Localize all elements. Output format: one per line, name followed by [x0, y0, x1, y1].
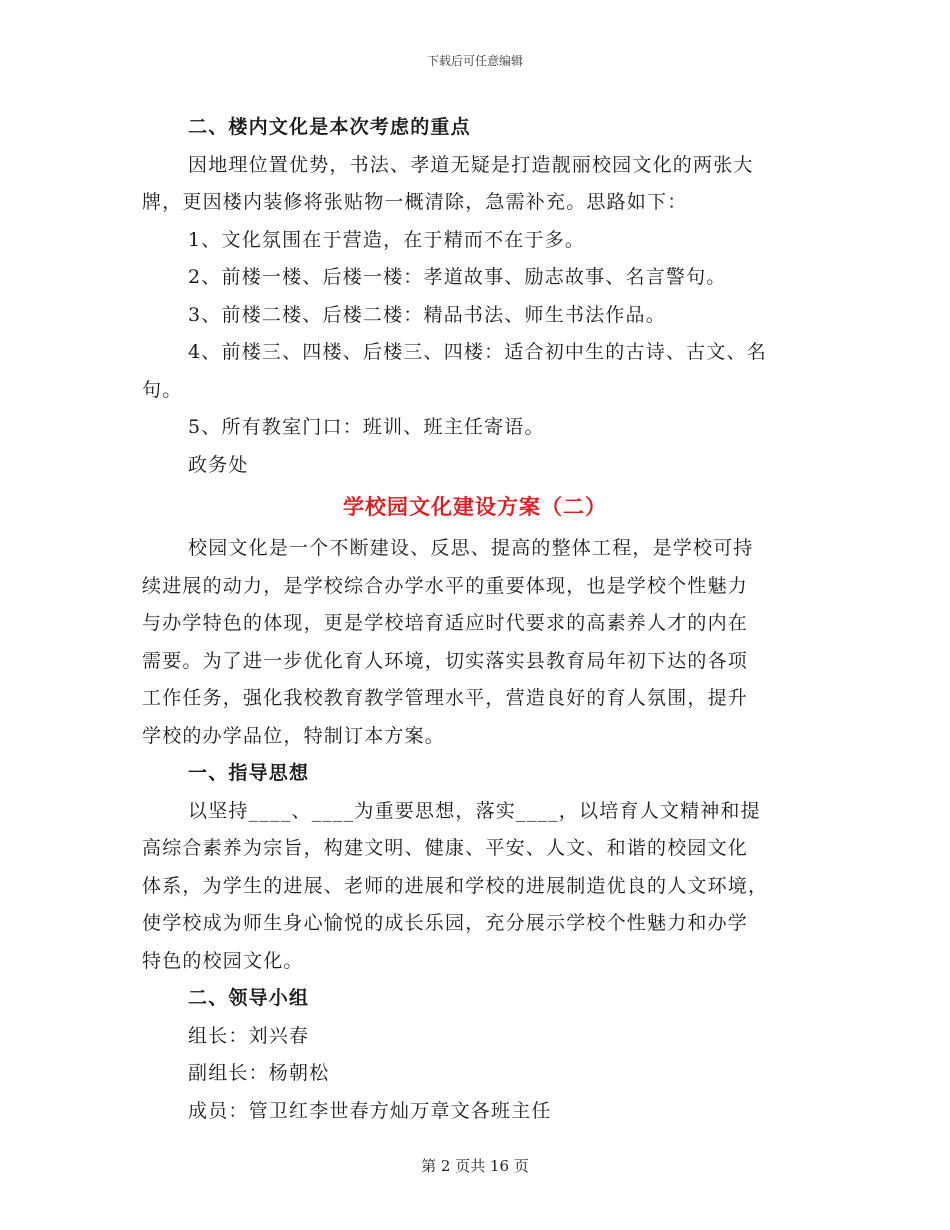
- paragraph-line: 牌，更因楼内装修将张贴物一概清除，急需补充。思路如下：: [142, 191, 688, 213]
- list-item: 3、前楼二楼、后楼二楼：精品书法、师生书法作品。: [188, 303, 666, 326]
- paragraph-line: 因地理位置优势，书法、孝道无疑是打造靓丽校园文化的两张大: [188, 153, 754, 176]
- list-item: 1、文化氛围在于营造，在于精而不在于多。: [188, 228, 586, 251]
- paragraph-line: 需要。为了进一步优化育人环境，切实落实县教育局年初下达的各项: [142, 649, 749, 672]
- paragraph-line: 使学校成为师生身心愉悦的成长乐园，充分展示学校个性魅力和办学: [142, 912, 749, 934]
- paragraph-line: 高综合素养为宗旨，构建文明、健康、平安、人文、和谐的校园文化: [142, 837, 749, 859]
- signature: 政务处: [188, 453, 249, 476]
- list-item: 5、所有教室门口：班训、班主任寄语。: [188, 416, 545, 438]
- deputy-leader-line: 副组长：杨朝松: [188, 1062, 330, 1084]
- paragraph-line: 工作任务，强化我校教育教学管理水平，营造良好的育人氛围，提升: [142, 687, 749, 709]
- paragraph-line: 学校的办学品位，特制订本方案。: [142, 724, 446, 747]
- page-footer: 第 2 页共 16 页: [421, 1157, 529, 1175]
- list-item: 4、前楼三、四楼、后楼三、四楼：适合初中生的古诗、古文、名: [188, 341, 767, 363]
- paragraph-line: 以坚持____、____为重要思想，落实____，以培育人文精神和提: [188, 799, 761, 822]
- members-line: 成员：管卫红李世春方灿万章文各班主任: [188, 1099, 552, 1122]
- paragraph-line: 续进展的动力，是学校综合办学水平的重要体现，也是学校个性魅力: [142, 574, 749, 597]
- document-title: 学校园文化建设方案（二）: [343, 495, 607, 519]
- paragraph-line: 特色的校园文化。: [142, 949, 304, 972]
- leader-line: 组长：刘兴春: [188, 1024, 310, 1047]
- paragraph-line: 体系，为学生的进展、老师的进展和学校的进展制造优良的人文环境，: [142, 874, 769, 897]
- section-heading: 一、指导思想: [188, 762, 310, 784]
- paragraph-line: 与办学特色的体现，更是学校培育适应时代要求的高素养人才的内在: [142, 612, 749, 634]
- section-heading: 二、楼内文化是本次考虑的重点: [188, 116, 471, 138]
- list-item-continuation: 句。: [142, 378, 183, 401]
- paragraph-line: 校园文化是一个不断建设、反思、提高的整体工程，是学校可持: [188, 537, 754, 559]
- document-body: [142, 109, 808, 1130]
- header-note: 下载后可任意编辑: [426, 54, 523, 68]
- list-item: 2、前楼一楼、后楼一楼：孝道故事、励志故事、名言警句。: [188, 266, 727, 288]
- section-heading: 二、领导小组: [188, 987, 310, 1009]
